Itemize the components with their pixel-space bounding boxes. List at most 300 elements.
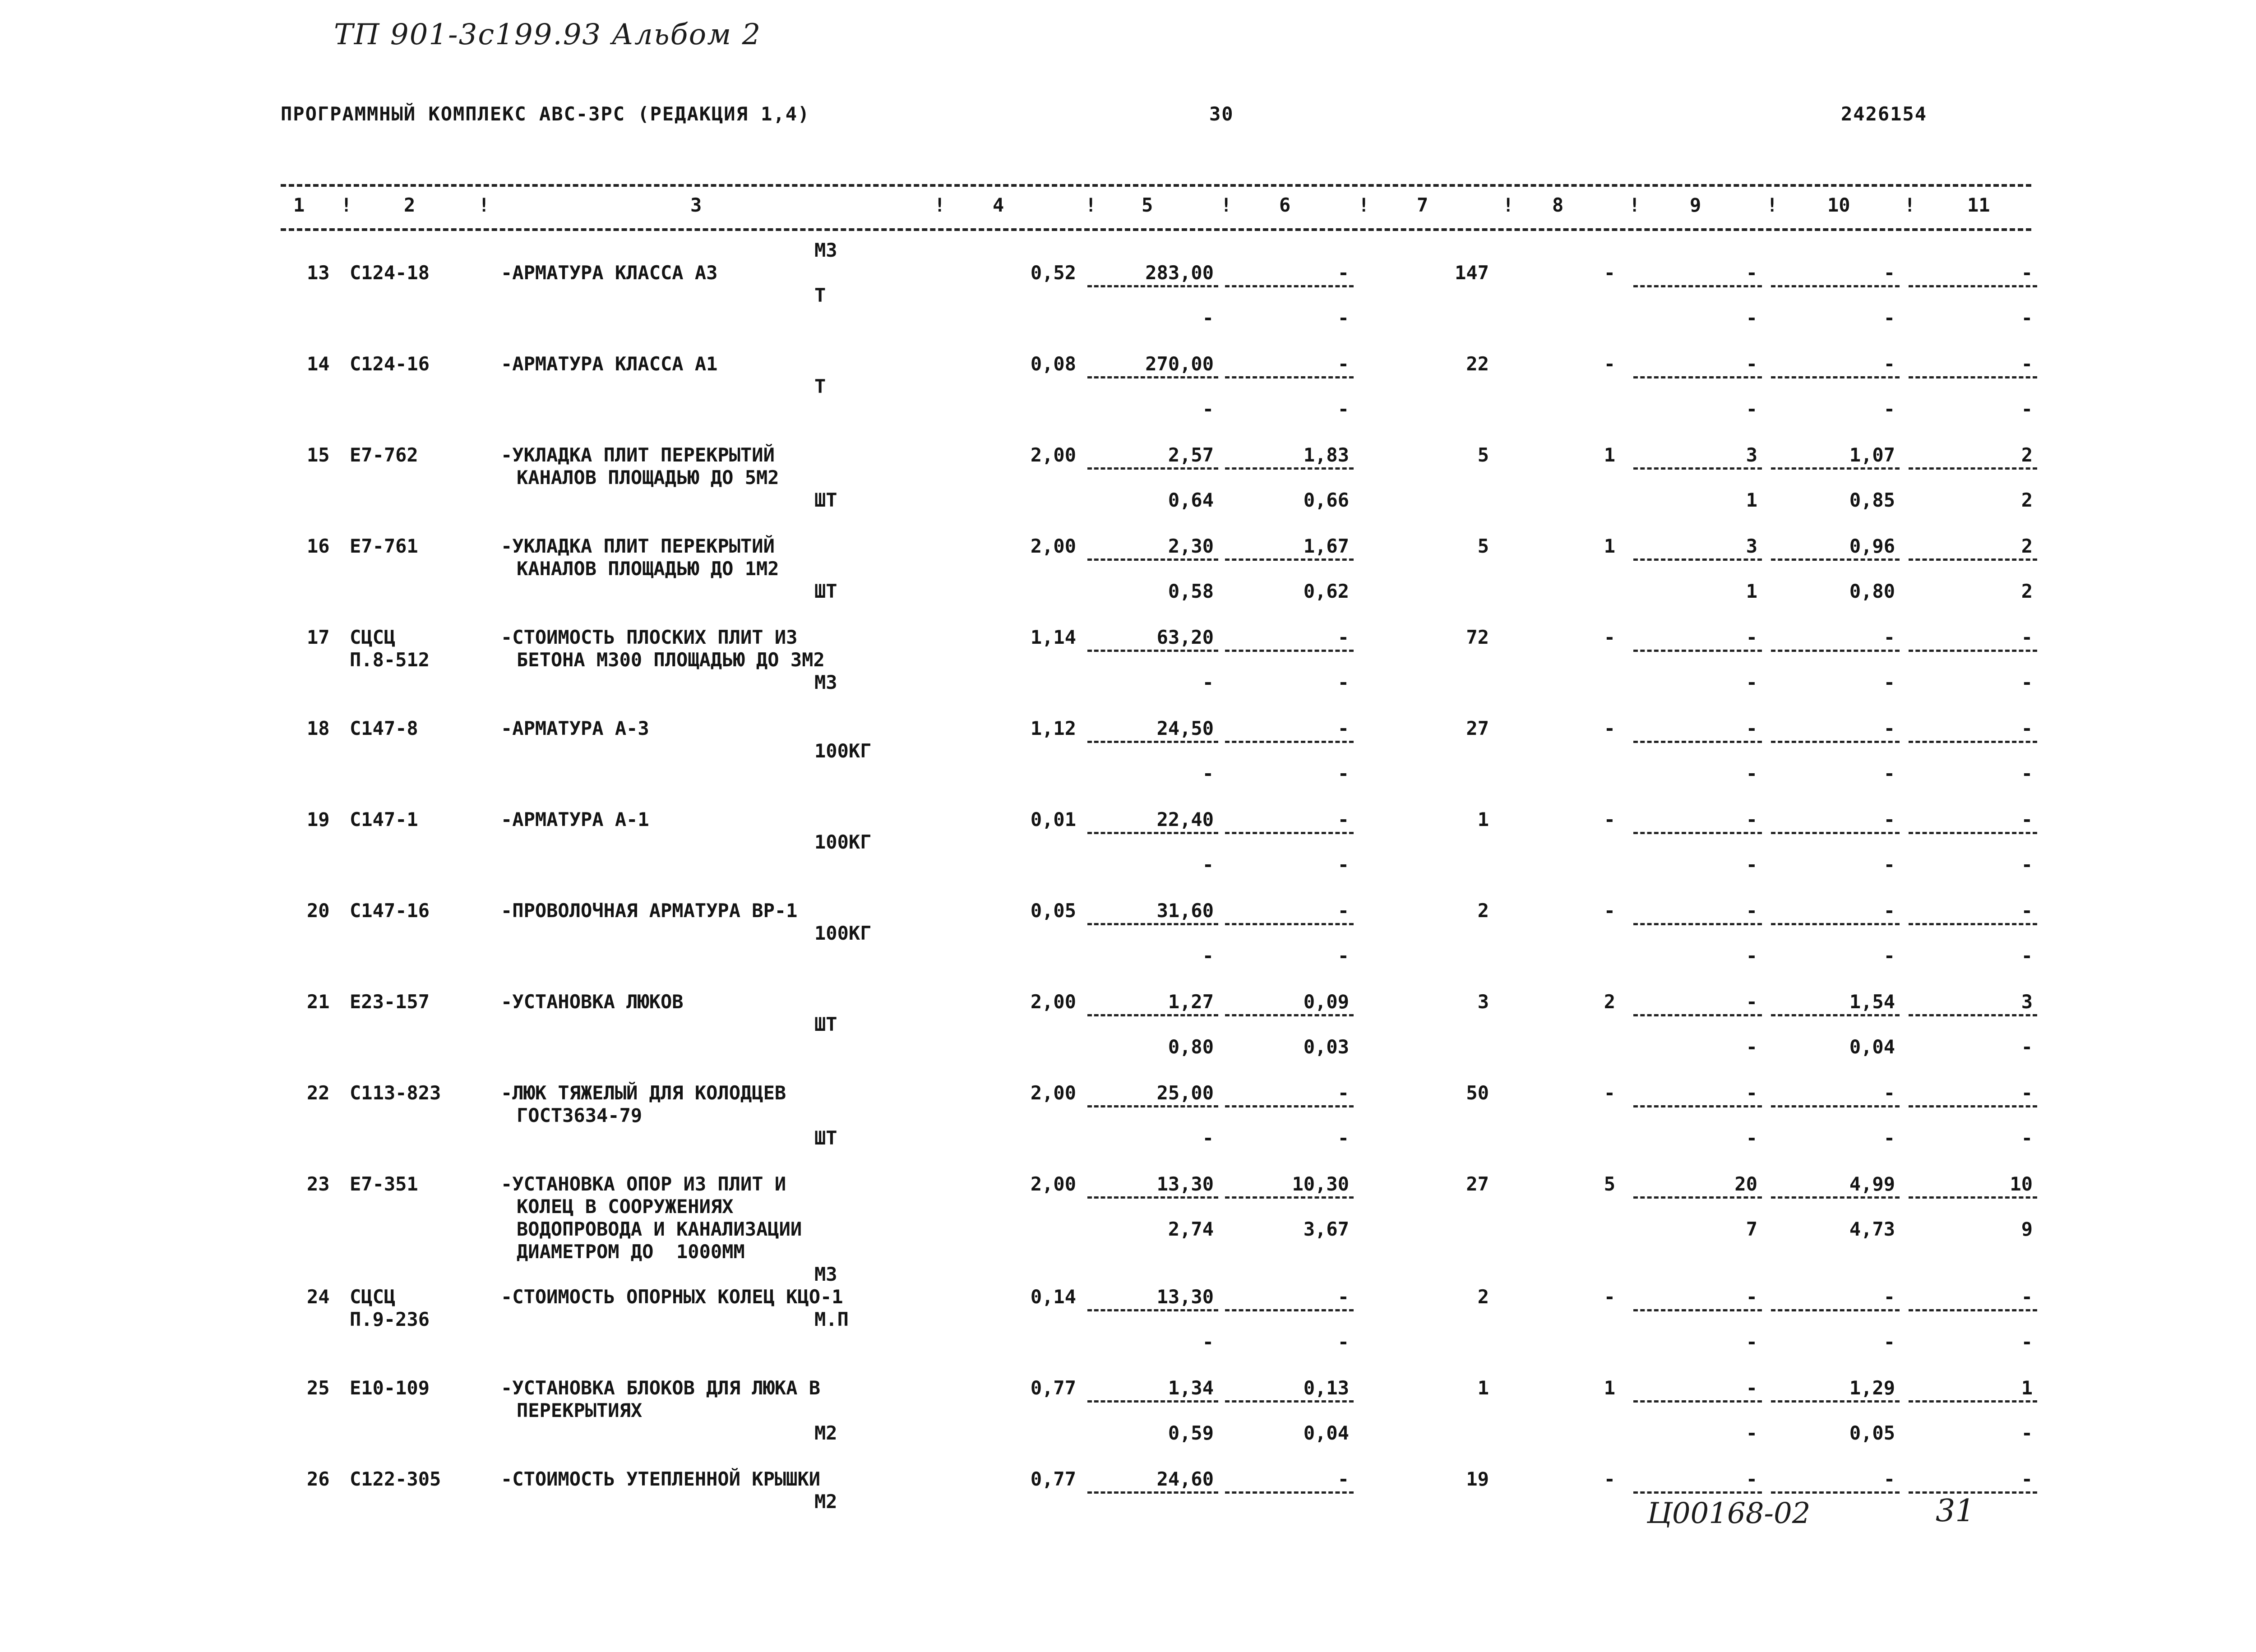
resource-code: П.9-236 <box>350 1308 430 1330</box>
col11-cell: - <box>2021 808 2033 831</box>
total-cost-cell: 22 <box>1466 353 1489 375</box>
total-cost-cell: 3 <box>1477 991 1489 1013</box>
work-description: КАНАЛОВ ПЛОЩАДЬЮ ДО 1М2 <box>517 558 779 580</box>
fraction-rule <box>1771 1400 1900 1403</box>
column-header-6: 6 <box>1279 194 1291 216</box>
fraction-rule <box>1771 832 1900 834</box>
document-number: 2426154 <box>1841 103 1928 125</box>
row-number: 22 <box>307 1082 330 1104</box>
col11-sub-cell: - <box>2021 1036 2033 1058</box>
unit-label: 100КГ <box>814 831 872 853</box>
total-cost-cell: 147 <box>1455 262 1489 284</box>
col11-cell: - <box>2021 262 2033 284</box>
col10-cell: 1,07 <box>1849 444 1895 466</box>
col11-cell: 2 <box>2021 444 2033 466</box>
row-number: 19 <box>307 808 330 831</box>
row-number: 25 <box>307 1377 330 1399</box>
fraction-rule <box>1087 650 1218 652</box>
col9-cell: - <box>1746 1377 1757 1399</box>
wage-sub-cell: - <box>1337 945 1349 967</box>
fraction-rule <box>1225 1105 1354 1107</box>
fraction-rule <box>1087 285 1218 287</box>
fraction-rule <box>1771 285 1900 287</box>
fraction-rule <box>1087 1491 1218 1494</box>
col9-sub-cell: 7 <box>1746 1218 1757 1240</box>
cost-cell: 24,60 <box>1156 1468 1214 1490</box>
col10-cell: - <box>1883 808 1895 831</box>
quantity-cell: 0,08 <box>1030 353 1076 375</box>
fraction-rule <box>1225 1309 1354 1311</box>
unit-label: ШТ <box>814 489 837 511</box>
wage-sub-cell: 0,62 <box>1303 580 1349 602</box>
col11-cell: - <box>2021 717 2033 739</box>
quantity-cell: 0,14 <box>1030 1286 1076 1308</box>
col10-sub-cell: - <box>1883 307 1895 329</box>
quantity-cell: 2,00 <box>1030 535 1076 557</box>
total-cost-cell: 72 <box>1466 626 1489 648</box>
col9-cell: - <box>1746 808 1757 831</box>
cost-sub-cell: - <box>1202 854 1214 876</box>
fraction-rule <box>1633 832 1762 834</box>
fraction-rule <box>1771 376 1900 378</box>
column-header-11: 11 <box>1967 194 1990 216</box>
total-cost-cell: 50 <box>1466 1082 1489 1104</box>
fraction-rule <box>1225 1196 1354 1199</box>
program-title: ПРОГРАММНЫЙ КОМПЛЕКС АВС-3РС (РЕДАКЦИЯ 1,4) <box>281 103 810 125</box>
page-number: 30 <box>1209 103 1234 125</box>
row-number: 26 <box>307 1468 330 1490</box>
resource-code: С113-823 <box>350 1082 441 1104</box>
total-wage-cell: - <box>1604 1286 1615 1308</box>
wage-sub-cell: - <box>1337 307 1349 329</box>
unit-label: 100КГ <box>814 740 872 762</box>
row-number: 15 <box>307 444 330 466</box>
cost-cell: 13,30 <box>1156 1286 1214 1308</box>
cost-cell: 2,57 <box>1168 444 1214 466</box>
total-wage-cell: 1 <box>1604 444 1615 466</box>
cost-sub-cell: - <box>1202 398 1214 420</box>
cost-cell: 31,60 <box>1156 900 1214 922</box>
fraction-rule <box>1909 467 2037 470</box>
work-description: КОЛЕЦ В СООРУЖЕНИЯХ <box>517 1195 734 1218</box>
col10-cell: 4,99 <box>1849 1173 1895 1195</box>
column-header-10: 10 <box>1827 194 1850 216</box>
col9-cell: - <box>1746 1082 1757 1104</box>
wage-sub-cell: 0,04 <box>1303 1422 1349 1444</box>
resource-code: П.8-512 <box>350 649 430 671</box>
fraction-rule <box>1225 1014 1354 1016</box>
col10-sub-cell: 0,80 <box>1849 580 1895 602</box>
resource-code: С147-8 <box>350 717 418 739</box>
column-separator: ! <box>1358 194 1370 216</box>
work-description: ПЕРЕКРЫТИЯХ <box>517 1399 643 1421</box>
fraction-rule <box>1087 1014 1218 1016</box>
col10-cell: - <box>1883 900 1895 922</box>
quantity-cell: 0,01 <box>1030 808 1076 831</box>
col10-sub-cell: - <box>1883 854 1895 876</box>
column-separator: ! <box>478 194 490 216</box>
col9-sub-cell: - <box>1746 945 1757 967</box>
col9-cell: - <box>1746 1468 1757 1490</box>
column-separator: ! <box>1904 194 1916 216</box>
fraction-rule <box>1771 1309 1900 1311</box>
total-wage-cell: - <box>1604 808 1615 831</box>
total-wage-cell: 1 <box>1604 1377 1615 1399</box>
table-top-rule <box>281 184 2031 187</box>
unit-label: Т <box>814 284 826 306</box>
work-description: -ПРОВОЛОЧНАЯ АРМАТУРА ВР-1 <box>501 900 798 922</box>
handwritten-sheet-code: Ц00168-02 <box>1647 1497 1811 1530</box>
work-description: -АРМАТУРА КЛАССА А1 <box>501 353 718 375</box>
col11-sub-cell: - <box>2021 762 2033 784</box>
column-header-3: 3 <box>690 194 702 216</box>
total-wage-cell: - <box>1604 717 1615 739</box>
wage-sub-cell: - <box>1337 854 1349 876</box>
unit-label: М3 <box>814 239 837 261</box>
column-separator: ! <box>341 194 352 216</box>
resource-code: СЦСЦ <box>350 1286 396 1308</box>
wage-sub-cell: 0,66 <box>1303 489 1349 511</box>
fraction-rule <box>1633 1196 1762 1199</box>
col10-sub-cell: - <box>1883 1331 1895 1353</box>
cost-cell: 25,00 <box>1156 1082 1214 1104</box>
cost-cell: 22,40 <box>1156 808 1214 831</box>
col10-sub-cell: 0,85 <box>1849 489 1895 511</box>
col9-cell: - <box>1746 353 1757 375</box>
fraction-rule <box>1633 1309 1762 1311</box>
fraction-rule <box>1633 558 1762 561</box>
resource-code: Е7-761 <box>350 535 418 557</box>
col10-sub-cell: - <box>1883 671 1895 693</box>
total-cost-cell: 5 <box>1477 535 1489 557</box>
wage-cell: - <box>1337 626 1349 648</box>
total-cost-cell: 1 <box>1477 1377 1489 1399</box>
unit-label: М3 <box>814 671 837 693</box>
col10-cell: 1,29 <box>1849 1377 1895 1399</box>
col9-sub-cell: - <box>1746 1331 1757 1353</box>
col11-cell: 10 <box>2010 1173 2033 1195</box>
fraction-rule <box>1909 1014 2037 1016</box>
resource-code: С124-16 <box>350 353 430 375</box>
cost-sub-cell: - <box>1202 1127 1214 1149</box>
work-description: ГОСТ3634-79 <box>517 1104 643 1126</box>
fraction-rule <box>1087 467 1218 470</box>
fraction-rule <box>1225 650 1354 652</box>
total-cost-cell: 2 <box>1477 1286 1489 1308</box>
col9-sub-cell: 1 <box>1746 489 1757 511</box>
total-cost-cell: 1 <box>1477 808 1489 831</box>
total-cost-cell: 5 <box>1477 444 1489 466</box>
wage-cell: - <box>1337 808 1349 831</box>
quantity-cell: 0,05 <box>1030 900 1076 922</box>
cost-cell: 1,27 <box>1168 991 1214 1013</box>
fraction-rule <box>1633 741 1762 743</box>
wage-cell: - <box>1337 1082 1349 1104</box>
column-header-5: 5 <box>1142 194 1153 216</box>
row-number: 16 <box>307 535 330 557</box>
fraction-rule <box>1225 376 1354 378</box>
wage-sub-cell: - <box>1337 762 1349 784</box>
fraction-rule <box>1909 1105 2037 1107</box>
col10-cell: - <box>1883 1468 1895 1490</box>
wage-cell: - <box>1337 1286 1349 1308</box>
col9-sub-cell: - <box>1746 398 1757 420</box>
work-description: КАНАЛОВ ПЛОЩАДЬЮ ДО 5М2 <box>517 466 779 489</box>
total-cost-cell: 2 <box>1477 900 1489 922</box>
col11-cell: - <box>2021 626 2033 648</box>
column-header-9: 9 <box>1690 194 1701 216</box>
fraction-rule <box>1771 741 1900 743</box>
col9-cell: 3 <box>1746 535 1757 557</box>
fraction-rule <box>1225 558 1354 561</box>
cost-sub-cell: - <box>1202 671 1214 693</box>
work-description: -УКЛАДКА ПЛИТ ПЕРЕКРЫТИЙ <box>501 535 775 557</box>
total-wage-cell: 5 <box>1604 1173 1615 1195</box>
col11-cell: - <box>2021 1468 2033 1490</box>
col11-sub-cell: - <box>2021 854 2033 876</box>
cost-sub-cell: 0,80 <box>1168 1036 1214 1058</box>
resource-code: С122-305 <box>350 1468 441 1490</box>
cost-cell: 13,30 <box>1156 1173 1214 1195</box>
col9-cell: - <box>1746 626 1757 648</box>
col11-cell: - <box>2021 1082 2033 1104</box>
col9-cell: - <box>1746 717 1757 739</box>
col9-sub-cell: 1 <box>1746 580 1757 602</box>
wage-cell: 1,67 <box>1303 535 1349 557</box>
column-header-4: 4 <box>993 194 1004 216</box>
cost-cell: 270,00 <box>1145 353 1214 375</box>
row-number: 24 <box>307 1286 330 1308</box>
resource-code: С147-1 <box>350 808 418 831</box>
quantity-cell: 0,77 <box>1030 1468 1076 1490</box>
unit-label: 100КГ <box>814 922 872 944</box>
fraction-rule <box>1909 832 2037 834</box>
fraction-rule <box>1909 1309 2037 1311</box>
total-wage-cell: - <box>1604 900 1615 922</box>
resource-code: С124-18 <box>350 262 430 284</box>
row-number: 17 <box>307 626 330 648</box>
fraction-rule <box>1225 741 1354 743</box>
column-header-8: 8 <box>1552 194 1564 216</box>
fraction-rule <box>1909 558 2037 561</box>
column-header-2: 2 <box>404 194 416 216</box>
work-description: -УСТАНОВКА БЛОКОВ ДЛЯ ЛЮКА В <box>501 1377 821 1399</box>
fraction-rule <box>1225 1491 1354 1494</box>
col11-sub-cell: 2 <box>2021 580 2033 602</box>
fraction-rule <box>1633 285 1762 287</box>
work-description: -УСТАНОВКА ЛЮКОВ <box>501 991 684 1013</box>
fraction-rule <box>1633 1014 1762 1016</box>
col10-sub-cell: - <box>1883 945 1895 967</box>
col11-cell: - <box>2021 900 2033 922</box>
quantity-cell: 1,14 <box>1030 626 1076 648</box>
total-cost-cell: 27 <box>1466 717 1489 739</box>
fraction-rule <box>1633 1491 1762 1494</box>
total-wage-cell: 2 <box>1604 991 1615 1013</box>
fraction-rule <box>1225 285 1354 287</box>
column-header-1: 1 <box>293 194 305 216</box>
work-description: -АРМАТУРА КЛАССА А3 <box>501 262 718 284</box>
fraction-rule <box>1771 923 1900 925</box>
fraction-rule <box>1087 558 1218 561</box>
column-separator: ! <box>1085 194 1097 216</box>
col9-cell: - <box>1746 991 1757 1013</box>
fraction-rule <box>1909 1196 2037 1199</box>
fraction-rule <box>1087 832 1218 834</box>
cost-sub-cell: - <box>1202 945 1214 967</box>
fraction-rule <box>1633 1105 1762 1107</box>
fraction-rule <box>1771 1014 1900 1016</box>
fraction-rule <box>1771 467 1900 470</box>
cost-cell: 24,50 <box>1156 717 1214 739</box>
wage-cell: 0,13 <box>1303 1377 1349 1399</box>
wage-sub-cell: 3,67 <box>1303 1218 1349 1240</box>
col10-sub-cell: 4,73 <box>1849 1218 1895 1240</box>
col9-sub-cell: - <box>1746 1036 1757 1058</box>
unit-label: М2 <box>814 1490 837 1513</box>
column-separator: ! <box>1502 194 1514 216</box>
col11-cell: - <box>2021 1286 2033 1308</box>
fraction-rule <box>1771 558 1900 561</box>
work-description: -АРМАТУРА А-3 <box>501 717 649 739</box>
fraction-rule <box>1087 741 1218 743</box>
wage-cell: - <box>1337 353 1349 375</box>
col10-sub-cell: 0,05 <box>1849 1422 1895 1444</box>
wage-cell: - <box>1337 262 1349 284</box>
total-wage-cell: - <box>1604 626 1615 648</box>
column-separator: ! <box>1220 194 1232 216</box>
wage-cell: 1,83 <box>1303 444 1349 466</box>
col10-cell: - <box>1883 626 1895 648</box>
row-number: 13 <box>307 262 330 284</box>
resource-code: Е7-762 <box>350 444 418 466</box>
cost-sub-cell: 0,58 <box>1168 580 1214 602</box>
quantity-cell: 2,00 <box>1030 1082 1076 1104</box>
col9-sub-cell: - <box>1746 671 1757 693</box>
row-number: 23 <box>307 1173 330 1195</box>
unit-label: ШТ <box>814 1127 837 1149</box>
column-separator: ! <box>934 194 946 216</box>
table-header-rule <box>281 228 2031 231</box>
fraction-rule <box>1909 1400 2037 1403</box>
col9-cell: - <box>1746 262 1757 284</box>
wage-sub-cell: - <box>1337 671 1349 693</box>
cost-sub-cell: 0,59 <box>1168 1422 1214 1444</box>
col11-sub-cell: - <box>2021 307 2033 329</box>
col11-sub-cell: - <box>2021 1422 2033 1444</box>
total-cost-cell: 19 <box>1466 1468 1489 1490</box>
fraction-rule <box>1087 1196 1218 1199</box>
resource-code: СЦСЦ <box>350 626 396 648</box>
work-description: -ЛЮК ТЯЖЕЛЫЙ ДЛЯ КОЛОДЦЕВ <box>501 1082 786 1104</box>
fraction-rule <box>1909 741 2037 743</box>
total-cost-cell: 27 <box>1466 1173 1489 1195</box>
fraction-rule <box>1087 1105 1218 1107</box>
column-separator: ! <box>1629 194 1641 216</box>
unit-label: М2 <box>814 1422 837 1444</box>
col10-cell: - <box>1883 717 1895 739</box>
fraction-rule <box>1771 1491 1900 1494</box>
wage-cell: - <box>1337 1468 1349 1490</box>
resource-code: С147-16 <box>350 900 430 922</box>
work-description: -СТОИМОСТЬ ПЛОСКИХ ПЛИТ ИЗ <box>501 626 798 648</box>
fraction-rule <box>1633 467 1762 470</box>
handwritten-album-note: ТП 901-3с199.93 Альбом 2 <box>334 18 762 51</box>
column-separator: ! <box>1766 194 1778 216</box>
unit-label: ШТ <box>814 580 837 602</box>
row-number: 21 <box>307 991 330 1013</box>
fraction-rule <box>1909 376 2037 378</box>
unit-label: М3 <box>814 1263 837 1285</box>
row-number: 20 <box>307 900 330 922</box>
cost-sub-cell: - <box>1202 307 1214 329</box>
col11-cell: 1 <box>2021 1377 2033 1399</box>
col11-cell: - <box>2021 353 2033 375</box>
col11-sub-cell: - <box>2021 398 2033 420</box>
quantity-cell: 0,77 <box>1030 1377 1076 1399</box>
work-description: -АРМАТУРА А-1 <box>501 808 649 831</box>
total-wage-cell: 1 <box>1604 535 1615 557</box>
fraction-rule <box>1909 285 2037 287</box>
col9-cell: 20 <box>1734 1173 1757 1195</box>
col10-cell: 0,96 <box>1849 535 1895 557</box>
wage-sub-cell: 0,03 <box>1303 1036 1349 1058</box>
fraction-rule <box>1225 1400 1354 1403</box>
fraction-rule <box>1771 1196 1900 1199</box>
fraction-rule <box>1633 376 1762 378</box>
col9-sub-cell: - <box>1746 1127 1757 1149</box>
col10-cell: - <box>1883 353 1895 375</box>
fraction-rule <box>1087 1400 1218 1403</box>
cost-sub-cell: - <box>1202 1331 1214 1353</box>
wage-sub-cell: - <box>1337 1127 1349 1149</box>
row-number: 18 <box>307 717 330 739</box>
col9-sub-cell: - <box>1746 1422 1757 1444</box>
quantity-cell: 0,52 <box>1030 262 1076 284</box>
unit-label: Т <box>814 375 826 397</box>
fraction-rule <box>1087 1309 1218 1311</box>
col10-sub-cell: - <box>1883 762 1895 784</box>
cost-cell: 1,34 <box>1168 1377 1214 1399</box>
work-description: -УСТАНОВКА ОПОР ИЗ ПЛИТ И <box>501 1173 786 1195</box>
col9-cell: - <box>1746 1286 1757 1308</box>
col11-sub-cell: - <box>2021 1331 2033 1353</box>
fraction-rule <box>1087 923 1218 925</box>
resource-code: Е7-351 <box>350 1173 418 1195</box>
col11-sub-cell: - <box>2021 1127 2033 1149</box>
cost-sub-cell: - <box>1202 762 1214 784</box>
col11-cell: 2 <box>2021 535 2033 557</box>
total-wage-cell: - <box>1604 262 1615 284</box>
unit-label: М.П <box>814 1308 849 1330</box>
wage-cell: 10,30 <box>1292 1173 1349 1195</box>
col11-sub-cell: 2 <box>2021 489 2033 511</box>
wage-cell: - <box>1337 717 1349 739</box>
fraction-rule <box>1633 650 1762 652</box>
col10-cell: - <box>1883 1286 1895 1308</box>
fraction-rule <box>1225 923 1354 925</box>
fraction-rule <box>1225 467 1354 470</box>
col10-sub-cell: - <box>1883 1127 1895 1149</box>
total-wage-cell: - <box>1604 1468 1615 1490</box>
total-wage-cell: - <box>1604 1082 1615 1104</box>
work-description: ВОДОПРОВОДА И КАНАЛИЗАЦИИ <box>517 1218 802 1240</box>
wage-sub-cell: - <box>1337 1331 1349 1353</box>
row-number: 14 <box>307 353 330 375</box>
fraction-rule <box>1087 376 1218 378</box>
col11-sub-cell: 9 <box>2021 1218 2033 1240</box>
cost-sub-cell: 0,64 <box>1168 489 1214 511</box>
